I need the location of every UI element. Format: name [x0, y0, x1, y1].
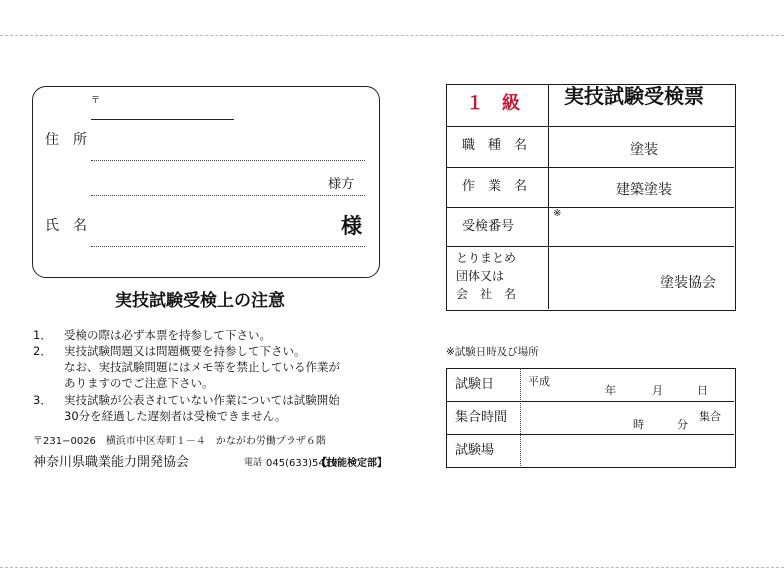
notice-item-3-line-1: 実技試験が公表されていない作業については試験開始	[64, 393, 340, 407]
notice-item-2-num: 2．	[33, 344, 52, 358]
honorific-small: 様方	[328, 177, 355, 192]
department: 【技能検定部】	[317, 458, 387, 469]
group-value: 塗装協会	[660, 275, 716, 291]
venue-label: 試験場	[455, 443, 495, 458]
exam-number-label: 受検番号	[462, 219, 515, 234]
address-label: 住 所	[45, 132, 87, 148]
day-unit: 日	[697, 384, 708, 397]
notice-item-2-line-3: ありますのでご注意下さい。	[64, 376, 214, 390]
hour-unit: 時	[633, 418, 644, 431]
notice-item-2-line-2: なお、実技試験問題にはメモ等を禁止している作業が	[64, 360, 340, 374]
phone-label: 電話	[244, 458, 263, 468]
assemble-label: 集合	[699, 410, 721, 423]
notice-item-1-line-1: 受検の際は必ず本票を持参して下さい。	[64, 328, 271, 342]
month-unit: 月	[652, 384, 663, 397]
exam-date-label: 試験日	[455, 377, 495, 392]
name-label: 氏 名	[45, 218, 87, 234]
address-line-1	[91, 160, 365, 161]
group-label-line-3: 会 社 名	[456, 287, 517, 301]
work-label: 作 業 名	[462, 179, 528, 194]
postal-code-line	[91, 119, 234, 120]
exam-number-mark: ※	[553, 208, 562, 219]
notice-item-1-num: 1．	[33, 328, 52, 342]
work-value: 建築塗装	[616, 182, 672, 198]
honorific-large: 様	[341, 214, 362, 238]
notice-item-3-line-2: 30分を経過した遅刻者は受検できません。	[64, 409, 287, 423]
group-label-line-2: 団体又は	[456, 269, 505, 283]
org-address: 〒231−0026 横浜市中区寿町１－４ かながわ労働プラザ６階	[33, 436, 326, 447]
bottom-perforation	[0, 567, 784, 568]
group-label-line-1: とりまとめ	[456, 251, 517, 265]
minute-unit: 分	[677, 418, 688, 431]
year-unit: 年	[605, 384, 616, 397]
name-line	[91, 246, 365, 247]
address-line-2	[91, 195, 365, 196]
phone-number: 045(633)5419	[266, 458, 338, 469]
top-perforation	[0, 35, 784, 36]
occupation-label: 職 種 名	[462, 138, 528, 153]
ticket-title: 実技試験受検票	[564, 84, 704, 108]
notice-item-2-line-1: 実技試験問題又は問題概要を持参して下さい。	[64, 344, 306, 358]
postal-mark: 〒	[91, 96, 101, 106]
notice-title: 実技試験受検上の注意	[115, 291, 285, 311]
title-underline	[548, 126, 736, 127]
grade-label: １ 級	[466, 93, 520, 114]
org-name: 神奈川県職業能力開発協会	[33, 455, 190, 470]
occupation-value: 塗装	[630, 142, 658, 158]
era-label: 平成	[528, 375, 550, 388]
notice-item-3-num: 3．	[33, 393, 52, 407]
schedule-note: ※試験日時及び場所	[446, 346, 539, 358]
assembly-time-label: 集合時間	[455, 410, 508, 425]
